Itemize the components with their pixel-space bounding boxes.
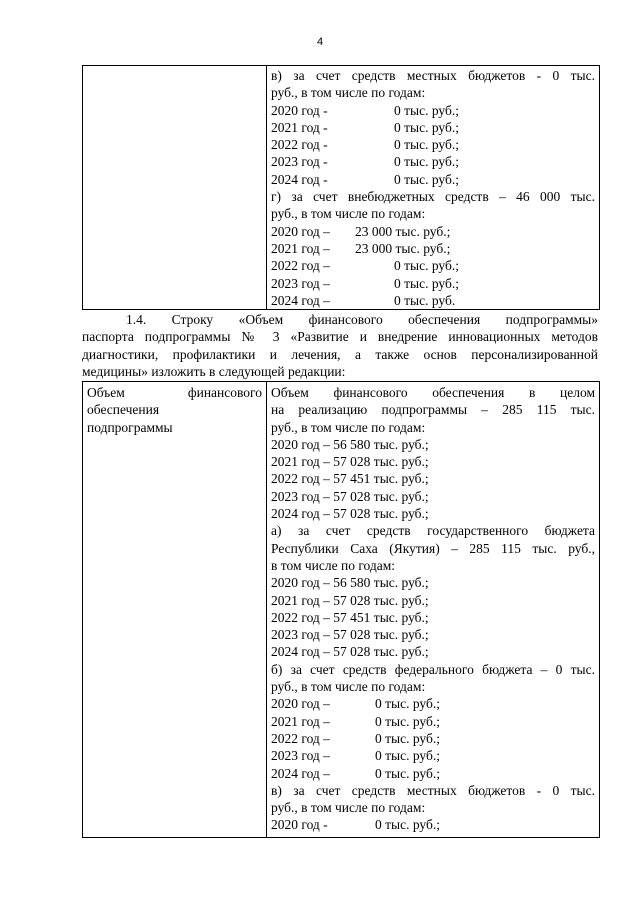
year-amount-line (271, 713, 595, 730)
table-text-line: Республики Саха (Якутия) – 285 115 тыс. руб., (271, 540, 595, 556)
year-label: 2024 год - (271, 171, 328, 187)
year-amount-line (271, 223, 595, 240)
year-label: 2021 год – (271, 713, 330, 729)
table-text-line: руб., в том числе по годам: (271, 206, 426, 222)
amount-value: 23 000 тыс. руб.; (355, 223, 451, 239)
table-right-cell (271, 384, 595, 834)
table-left-cell (83, 382, 267, 837)
year-label: 2021 год – (271, 240, 330, 256)
funding-table-continued (82, 65, 600, 310)
year-amount-line (271, 730, 595, 747)
table-text-line: руб., в том числе по годам: (271, 85, 426, 101)
amount-value: 0 тыс. руб.; (394, 137, 459, 153)
table-text-line: 2024 год – 57 028 тыс. руб.; (271, 506, 429, 522)
year-amount-line (271, 275, 595, 292)
left-cell-line: обеспечения (87, 402, 160, 418)
table-text-line: в) за счет средств местных бюджетов - 0 тыс. (271, 782, 595, 798)
year-amount-line (271, 240, 595, 257)
page-number: 4 (316, 36, 324, 48)
year-amount-line (271, 292, 595, 309)
table-text-line: руб., в том числе по годам: (271, 679, 426, 695)
year-label: 2020 год – (271, 223, 330, 239)
table-text-line: в том числе по годам: (271, 557, 396, 573)
table-text-line: 2021 год – 57 028 тыс. руб.; (271, 454, 429, 470)
amount-value: 0 тыс. руб.; (375, 696, 440, 712)
amount-value: 0 тыс. руб. (394, 292, 456, 308)
table-text-line: 2020 год – 56 580 тыс. руб.; (271, 575, 429, 591)
year-label: 2022 год – (271, 730, 330, 746)
year-label: 2023 год – (271, 748, 330, 764)
year-label: 2021 год - (271, 119, 328, 135)
paragraph-line: паспорта подпрограммы № 3 «Развитие и внедрение инновационных методов (82, 329, 598, 345)
left-cell-line: подпрограммы (87, 419, 173, 435)
amount-value: 23 000 тыс. руб.; (355, 240, 451, 256)
table-text-line: а) за счет средств государственного бюджета (271, 523, 595, 539)
year-label: 2020 год – (271, 696, 330, 712)
year-label: 2023 год – (271, 275, 330, 291)
paragraph-line: медицины» изложить в следующей редакции: (82, 363, 346, 379)
amendment-paragraph (82, 311, 598, 380)
year-amount-line (271, 102, 595, 119)
year-amount-line (271, 816, 595, 833)
year-label: 2020 год - (271, 102, 328, 118)
amount-value: 0 тыс. руб.; (375, 765, 440, 781)
table-text-line: 2020 год – 56 580 тыс. руб.; (271, 436, 429, 452)
table-text-line: руб., в том числе по годам: (271, 419, 426, 435)
year-label: 2024 год – (271, 292, 330, 308)
year-amount-line (271, 257, 595, 274)
amount-value: 0 тыс. руб.; (375, 748, 440, 764)
table-right-cell (271, 67, 595, 309)
left-cell-line: Объем финансового (87, 385, 262, 400)
table-text-line: 2023 год – 57 028 тыс. руб.; (271, 627, 429, 643)
year-amount-line (271, 765, 595, 782)
year-amount-line (271, 119, 595, 136)
amount-value: 0 тыс. руб.; (375, 730, 440, 746)
table-text-line: б) за счет средств федерального бюджета – 0 тыс. (271, 661, 595, 677)
year-amount-line (271, 747, 595, 764)
paragraph-line: 1.4. Строку «Объем финансового обеспечения подпрограммы» (126, 312, 598, 327)
amount-value: 0 тыс. руб.; (394, 154, 459, 170)
amount-value: 0 тыс. руб.; (394, 102, 459, 118)
table-text-line: руб., в том числе по годам: (271, 800, 426, 816)
table-text-line: 2024 год – 57 028 тыс. руб.; (271, 644, 429, 660)
year-label: 2022 год – (271, 258, 330, 274)
amount-value: 0 тыс. руб.; (375, 713, 440, 729)
year-label: 2020 год - (271, 817, 328, 833)
amount-value: 0 тыс. руб.; (394, 119, 459, 135)
amount-value: 0 тыс. руб.; (394, 275, 459, 291)
table-text-line: 2023 год – 57 028 тыс. руб.; (271, 488, 429, 504)
year-label: 2023 год - (271, 154, 328, 170)
table-text-line: 2022 год – 57 451 тыс. руб.; (271, 471, 429, 487)
year-amount-line (271, 171, 595, 188)
table-text-line: в) за счет средств местных бюджетов - 0 тыс. (271, 68, 595, 83)
year-amount-line (271, 153, 595, 170)
amount-value: 0 тыс. руб.; (394, 258, 459, 274)
table-text-line: 2021 год – 57 028 тыс. руб.; (271, 592, 429, 608)
year-amount-line (271, 136, 595, 153)
table-text-line: на реализацию подпрограммы – 285 115 тыс. (271, 402, 595, 418)
year-label: 2024 год – (271, 765, 330, 781)
year-amount-line (271, 695, 595, 712)
table-text-line: г) за счет внебюджетных средств – 46 000 тыс. (271, 189, 595, 205)
amount-value: 0 тыс. руб.; (394, 171, 459, 187)
paragraph-line: диагностики, профилактики и лечения, а также основ персонализированной (82, 346, 598, 362)
year-label: 2022 год - (271, 137, 328, 153)
funding-table-subprogram-3 (82, 381, 600, 838)
amount-value: 0 тыс. руб.; (375, 817, 440, 833)
table-left-cell-empty (83, 66, 267, 309)
table-text-line: 2022 год – 57 451 тыс. руб.; (271, 609, 429, 625)
table-text-line: Объем финансового обеспечения в целом (271, 385, 595, 400)
